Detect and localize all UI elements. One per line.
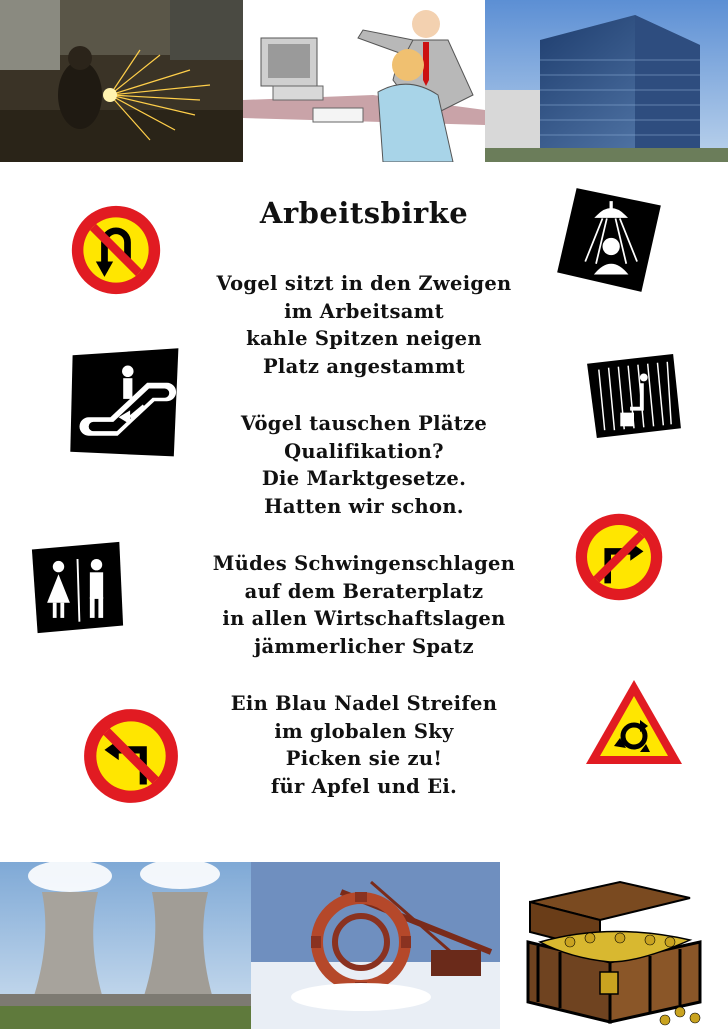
bucket-wheel-excavator-photo <box>251 862 500 1029</box>
poem-line: auf dem Beraterplatz <box>244 579 484 603</box>
escalator-down-icon <box>68 346 183 461</box>
no-left-turn-icon <box>80 705 182 807</box>
poem-line: im Arbeitsamt <box>284 299 444 323</box>
poem-line: Die Marktgesetze. <box>261 467 467 490</box>
poem-line: Ein Blau Nadel Streifen <box>230 692 498 715</box>
poem-title: Arbeitsbirke <box>259 196 469 230</box>
roundabout-warning-icon <box>584 678 684 768</box>
poem-line: Picken sie zu! <box>285 747 443 770</box>
stanza-1 <box>160 270 568 380</box>
glass-office-building-photo <box>485 0 728 162</box>
office-workers-clipart <box>243 0 485 162</box>
no-right-turn-icon <box>572 510 666 604</box>
treasure-chest-clipart <box>500 862 728 1029</box>
stanza-4 <box>160 690 568 800</box>
grinding-sparks-photo <box>0 0 243 162</box>
poem-line: Qualifikation? <box>284 439 444 463</box>
poem-line: Müdes Schwingenschlagen <box>212 552 516 575</box>
restroom-icon <box>30 540 125 635</box>
no-u-turn-icon <box>68 202 164 298</box>
poem-line: für Apfel und Ei. <box>270 774 458 798</box>
cooling-towers-photo <box>0 862 251 1029</box>
poem <box>160 196 568 830</box>
poem-line: jämmerlicher Spatz <box>254 634 474 658</box>
poem-line: Hatten wir schon. <box>264 494 464 518</box>
shower-icon <box>555 186 663 294</box>
poem-line: Platz angestammt <box>262 354 466 378</box>
poem-line: Vögel tauschen Plätze <box>240 412 488 435</box>
poem-line: Vogel sitzt in den Zweigen <box>216 272 512 295</box>
poem-line: kahle Spitzen neigen <box>246 327 482 350</box>
stanza-3 <box>160 550 568 660</box>
poem-line: im globalen Sky <box>274 719 454 743</box>
elevator-icon <box>585 352 683 440</box>
stanza-2 <box>160 410 568 520</box>
poem-line: in allen Wirtschaftslagen <box>222 607 506 630</box>
